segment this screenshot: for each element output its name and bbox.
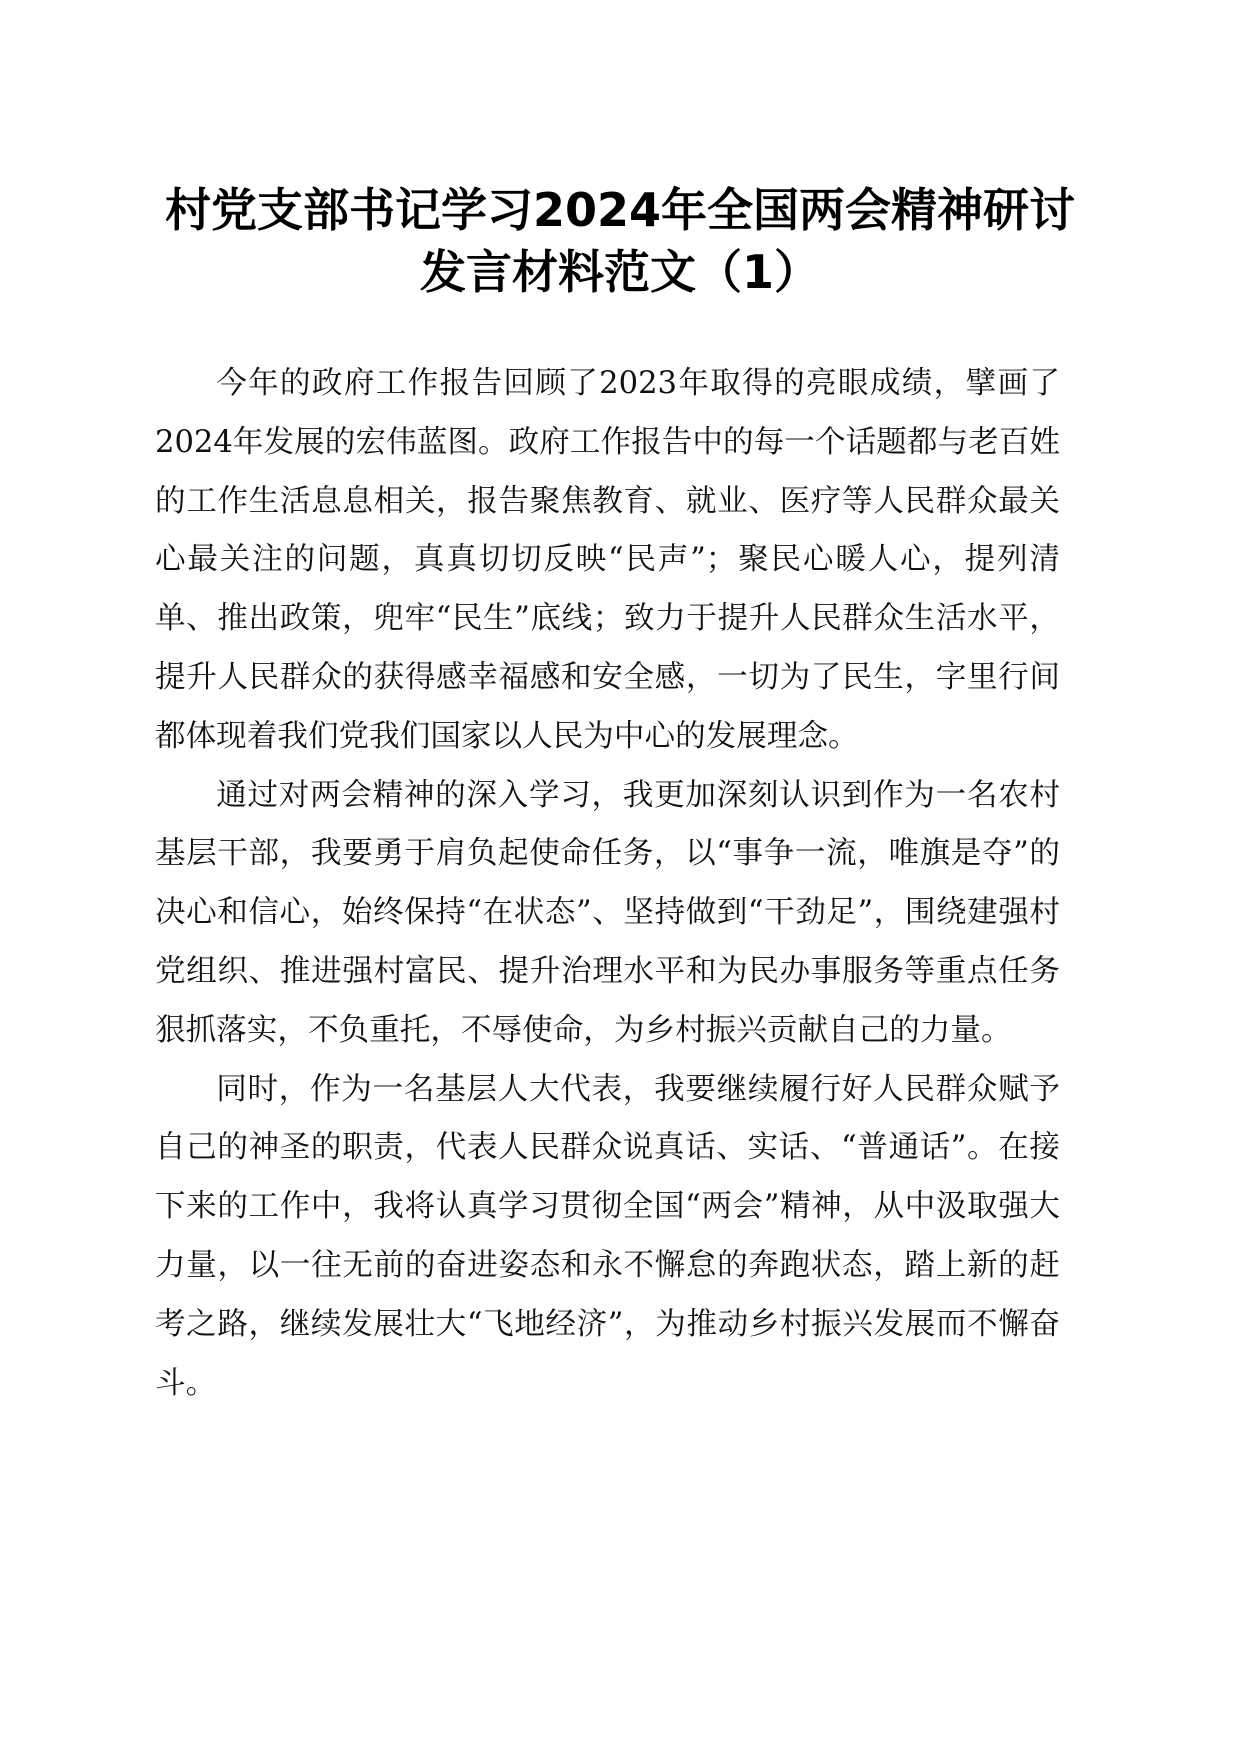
body-paragraph-1: 今年的政府工作报告回顾了2023年取得的亮眼成绩，擘画了2024年发展的宏伟蓝图。政府工作报告中的每一个话题都与老百姓的工作生活息息相关，报告聚焦教育、就业、医疗等人民群众最关心最关注的问题，真真切切反映“民声”；聚民心暖人心，提列清单、推出政策，兜牢“民生”底线；致力于提升人民群众生活水平，提升人民群众的获得感幸福感和安全感，一切为了民生，字里行间都体现着我们党我们国家以人民为中心的发展理念。: [155, 366, 1060, 754]
body-paragraph-3: 同时，作为一名基层人大代表，我要继续履行好人民群众赋予自己的神圣的职责，代表人民群众说真话、实话、“普通话”。在接下来的工作中，我将认真学习贯彻全国“两会”精神，从中汲取强大力量，以一往无前的奋进姿态和永不懈怠的奔跑状态，踏上新的赶考之路，继续发展壮大“飞地经济”，为推动乡村振兴发展而不懈奋斗。: [155, 1071, 1060, 1401]
document-title-line-1: 村党支部书记学习2024年全国两会精神研讨: [164, 183, 1076, 237]
body-paragraph-2: 通过对两会精神的深入学习，我更加深刻认识到作为一名农村基层干部，我要勇于肩负起使命任务，以“事争一流，唯旗是夺”的决心和信心，始终保持“在状态”、坚持做到“干劲足”，围绕建强村党组织、推进强村富民、提升治理水平和为民办事服务等重点任务狠抓落实，不负重托，不辱使命，为乡村振兴贡献自己的力量。: [155, 777, 1060, 1048]
document-title-line-2: 发言材料范文（1）: [419, 245, 820, 299]
document-body: [155, 355, 1060, 1413]
